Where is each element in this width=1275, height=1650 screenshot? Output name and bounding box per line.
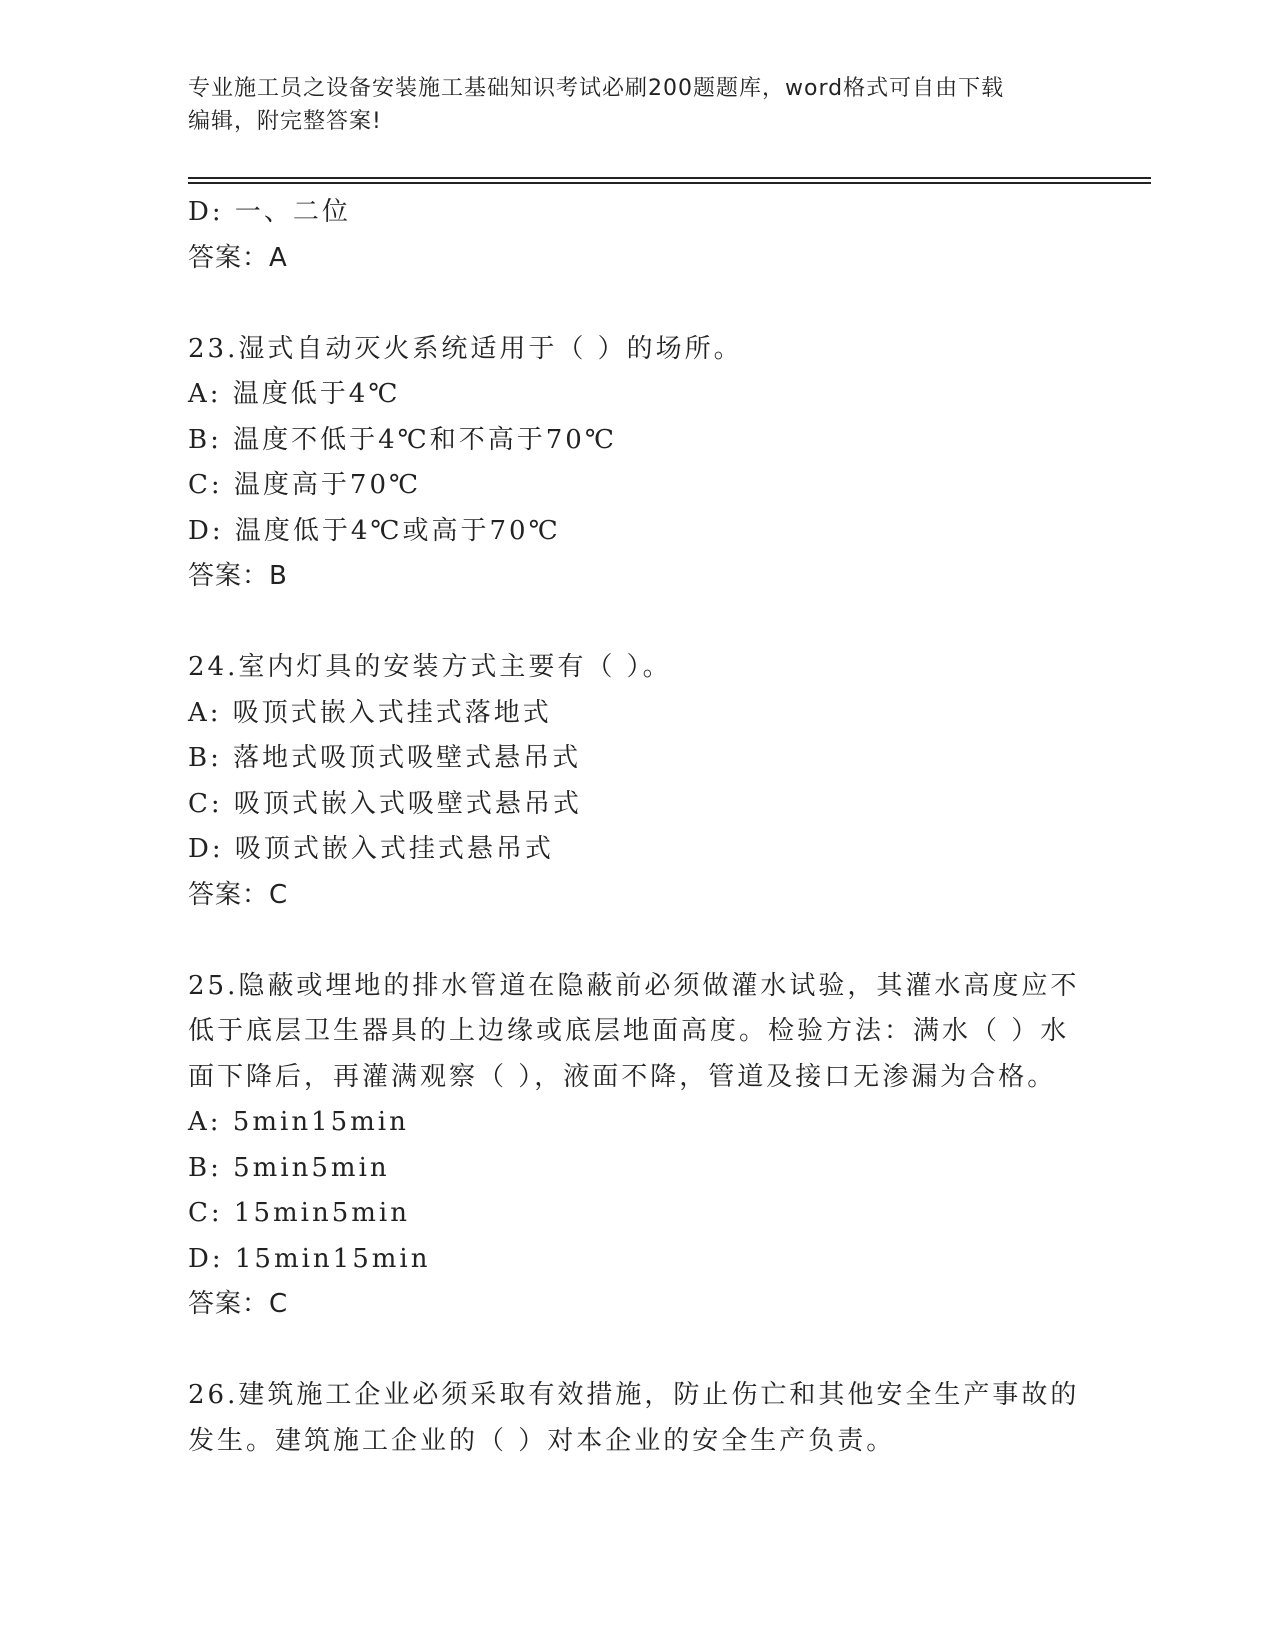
question-text-line-1: 26.建筑施工企业必须采取有效措施，防止伤亡和其他安全生产事故的 <box>188 1380 1080 1410</box>
option-b: B: 5min5min <box>188 1152 390 1183</box>
question-text-line-1: 25.隐蔽或埋地的排水管道在隐蔽前必须做灌水试验，其灌水高度应不 <box>188 970 1080 1001</box>
spacer <box>188 281 1088 327</box>
question-block-26 <box>188 1373 1088 1464</box>
spacer <box>188 1328 1088 1374</box>
answer-line: 答案：C <box>188 879 289 910</box>
spacer <box>188 918 1088 964</box>
option-c: C: 15min5min <box>188 1198 410 1228</box>
header-divider-top <box>188 177 1151 179</box>
option-d: D: 温度低于4℃或高于70℃ <box>188 515 561 546</box>
answer-line: 答案：B <box>188 561 288 591</box>
option-d: D: 吸顶式嵌入式挂式悬吊式 <box>188 834 554 864</box>
header-line-2: 编辑，附完整答案! <box>188 109 382 134</box>
option-a: A: 5min15min <box>188 1107 409 1137</box>
question-text-line-2: 低于底层卫生器具的上边缘或底层地面高度。检验方法：满水（ ）水 <box>188 1016 1070 1046</box>
option-a: A: 温度低于4℃ <box>188 379 401 409</box>
header-divider-bottom <box>188 182 1151 184</box>
question-block-23 <box>188 327 1088 600</box>
question-block-24 <box>188 645 1088 918</box>
header-line-1: 专业施工员之设备安装施工基础知识考试必刷200题题库，word格式可自由下载 <box>188 76 1005 101</box>
option-c: C: 温度高于70℃ <box>188 470 422 500</box>
option-d: D: 一、二位 <box>188 197 351 227</box>
question-block-25 <box>188 964 1088 1328</box>
document-header <box>188 72 1088 138</box>
question-block-prev <box>188 190 1088 281</box>
option-c: C: 吸顶式嵌入式吸壁式悬吊式 <box>188 788 582 819</box>
document-body <box>188 190 1088 1464</box>
option-b: B: 温度不低于4℃和不高于70℃ <box>188 424 617 455</box>
option-a: A: 吸顶式嵌入式挂式落地式 <box>188 697 552 728</box>
question-text-line-2: 发生。建筑施工企业的（ ）对本企业的安全生产负责。 <box>188 1425 896 1456</box>
answer-line: 答案：C <box>188 1289 289 1319</box>
question-text: 24.室内灯具的安装方式主要有（ ）。 <box>188 652 672 682</box>
option-d: D: 15min15min <box>188 1243 431 1274</box>
question-text-line-3: 面下降后，再灌满观察（ ），液面不降，管道及接口无渗漏为合格。 <box>188 1061 1057 1092</box>
spacer <box>188 600 1088 646</box>
option-b: B: 落地式吸顶式吸壁式悬吊式 <box>188 743 582 773</box>
answer-line: 答案：A <box>188 242 288 273</box>
question-text: 23.湿式自动灭火系统适用于（ ）的场所。 <box>188 333 743 364</box>
